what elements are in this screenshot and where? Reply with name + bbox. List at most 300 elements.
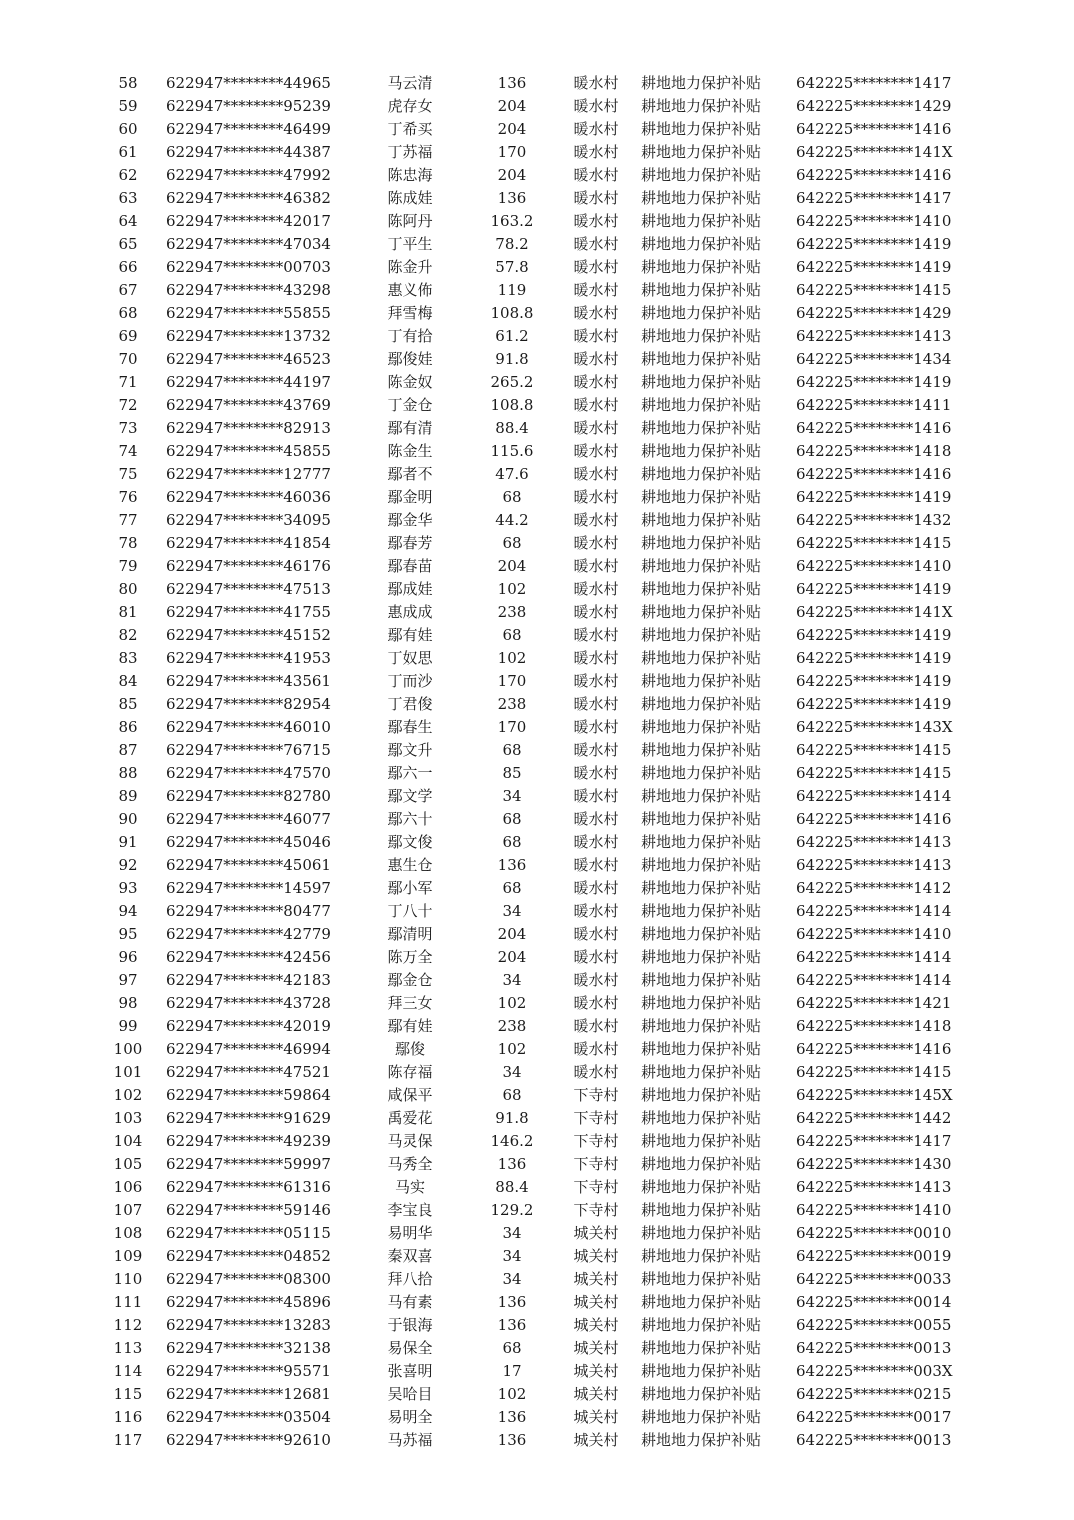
subsidy-amount: 129.2 bbox=[490, 1201, 534, 1219]
row-number: 93 bbox=[118, 879, 138, 897]
bank-account: 622947********42017 bbox=[166, 212, 331, 230]
subsidy-amount: 102 bbox=[497, 580, 527, 598]
row-number: 82 bbox=[118, 626, 138, 644]
bank-account: 622947********45896 bbox=[166, 1293, 331, 1311]
bank-account: 622947********14597 bbox=[166, 879, 331, 897]
village-name: 暖水村 bbox=[573, 925, 619, 943]
id-number: 642225********1410 bbox=[796, 557, 952, 575]
table-row bbox=[0, 187, 1074, 210]
subsidy-type: 耕地地力保护补贴 bbox=[641, 1431, 762, 1449]
recipient-name: 丁希买 bbox=[387, 120, 433, 138]
village-name: 城关村 bbox=[573, 1270, 619, 1288]
recipient-name: 鄢六一 bbox=[387, 764, 433, 782]
bank-account: 622947********46176 bbox=[166, 557, 331, 575]
row-number: 96 bbox=[118, 948, 138, 966]
subsidy-amount: 34 bbox=[502, 1247, 522, 1265]
table-row bbox=[0, 348, 1074, 371]
id-number: 642225********1413 bbox=[796, 1178, 952, 1196]
subsidy-amount: 204 bbox=[497, 120, 527, 138]
subsidy-type: 耕地地力保护补贴 bbox=[641, 442, 762, 460]
table-row bbox=[0, 877, 1074, 900]
bank-account: 622947********76715 bbox=[166, 741, 331, 759]
row-number: 66 bbox=[118, 258, 138, 276]
subsidy-type: 耕地地力保护补贴 bbox=[641, 1339, 762, 1357]
table-row bbox=[0, 1383, 1074, 1406]
id-number: 642225********0055 bbox=[796, 1316, 952, 1334]
recipient-name: 丁八十 bbox=[387, 902, 433, 920]
subsidy-type: 耕地地力保护补贴 bbox=[641, 97, 762, 115]
subsidy-type: 耕地地力保护补贴 bbox=[641, 810, 762, 828]
subsidy-type: 耕地地力保护补贴 bbox=[641, 764, 762, 782]
subsidy-amount: 68 bbox=[502, 741, 522, 759]
village-name: 暖水村 bbox=[573, 902, 619, 920]
id-number: 642225********0033 bbox=[796, 1270, 952, 1288]
row-number: 69 bbox=[118, 327, 138, 345]
recipient-name: 拜雪梅 bbox=[387, 304, 433, 322]
id-number: 642225********1416 bbox=[796, 810, 952, 828]
bank-account: 622947********13732 bbox=[166, 327, 331, 345]
id-number: 642225********1430 bbox=[796, 1155, 952, 1173]
table-row bbox=[0, 1130, 1074, 1153]
subsidy-type: 耕地地力保护补贴 bbox=[641, 281, 762, 299]
recipient-name: 咸保平 bbox=[387, 1086, 433, 1104]
bank-account: 622947********43728 bbox=[166, 994, 331, 1012]
village-name: 下寺村 bbox=[573, 1086, 619, 1104]
subsidy-amount: 136 bbox=[497, 1316, 527, 1334]
subsidy-amount: 85 bbox=[502, 764, 522, 782]
id-number: 642225********1429 bbox=[796, 97, 952, 115]
subsidy-type: 耕地地力保护补贴 bbox=[641, 120, 762, 138]
table-row bbox=[0, 1360, 1074, 1383]
subsidy-type: 耕地地力保护补贴 bbox=[641, 419, 762, 437]
table-row bbox=[0, 1015, 1074, 1038]
recipient-name: 鄢成娃 bbox=[387, 580, 433, 598]
row-number: 86 bbox=[118, 718, 138, 736]
bank-account: 622947********46010 bbox=[166, 718, 331, 736]
table-row bbox=[0, 1406, 1074, 1429]
village-name: 暖水村 bbox=[573, 856, 619, 874]
village-name: 城关村 bbox=[573, 1247, 619, 1265]
village-name: 城关村 bbox=[573, 1316, 619, 1334]
row-number: 90 bbox=[118, 810, 138, 828]
bank-account: 622947********45046 bbox=[166, 833, 331, 851]
table-row bbox=[0, 1084, 1074, 1107]
row-number: 116 bbox=[113, 1408, 143, 1426]
subsidy-amount: 57.8 bbox=[495, 258, 529, 276]
village-name: 暖水村 bbox=[573, 948, 619, 966]
bank-account: 622947********13283 bbox=[166, 1316, 331, 1334]
id-number: 642225********141X bbox=[796, 603, 953, 621]
table-row bbox=[0, 532, 1074, 555]
village-name: 城关村 bbox=[573, 1408, 619, 1426]
id-number: 642225********1442 bbox=[796, 1109, 952, 1127]
recipient-name: 虎存女 bbox=[387, 97, 433, 115]
table-row bbox=[0, 969, 1074, 992]
table-row bbox=[0, 555, 1074, 578]
subsidy-amount: 204 bbox=[497, 97, 527, 115]
subsidy-type: 耕地地力保护补贴 bbox=[641, 166, 762, 184]
village-name: 暖水村 bbox=[573, 419, 619, 437]
recipient-name: 鄢俊 bbox=[394, 1040, 425, 1058]
row-number: 110 bbox=[113, 1270, 143, 1288]
recipient-name: 陈金生 bbox=[387, 442, 433, 460]
subsidy-amount: 102 bbox=[497, 649, 527, 667]
row-number: 115 bbox=[113, 1385, 143, 1403]
village-name: 暖水村 bbox=[573, 971, 619, 989]
table-row bbox=[0, 233, 1074, 256]
recipient-name: 拜三女 bbox=[387, 994, 433, 1012]
id-number: 642225********1419 bbox=[796, 258, 952, 276]
village-name: 暖水村 bbox=[573, 994, 619, 1012]
subsidy-type: 耕地地力保护补贴 bbox=[641, 396, 762, 414]
village-name: 暖水村 bbox=[573, 649, 619, 667]
recipient-name: 拜八拾 bbox=[387, 1270, 433, 1288]
id-number: 642225********1416 bbox=[796, 465, 952, 483]
recipient-name: 张喜明 bbox=[387, 1362, 433, 1380]
table-row bbox=[0, 1038, 1074, 1061]
village-name: 暖水村 bbox=[573, 718, 619, 736]
id-number: 642225********1419 bbox=[796, 626, 952, 644]
bank-account: 622947********12777 bbox=[166, 465, 331, 483]
row-number: 91 bbox=[118, 833, 138, 851]
row-number: 106 bbox=[113, 1178, 143, 1196]
recipient-name: 惠生仓 bbox=[387, 856, 433, 874]
subsidy-type: 耕地地力保护补贴 bbox=[641, 833, 762, 851]
subsidy-table bbox=[0, 72, 1074, 1452]
row-number: 114 bbox=[113, 1362, 143, 1380]
subsidy-type: 耕地地力保护补贴 bbox=[641, 856, 762, 874]
subsidy-type: 耕地地力保护补贴 bbox=[641, 971, 762, 989]
row-number: 75 bbox=[118, 465, 138, 483]
subsidy-type: 耕地地力保护补贴 bbox=[641, 1385, 762, 1403]
recipient-name: 于银海 bbox=[387, 1316, 433, 1334]
subsidy-type: 耕地地力保护补贴 bbox=[641, 626, 762, 644]
village-name: 城关村 bbox=[573, 1224, 619, 1242]
id-number: 642225********1429 bbox=[796, 304, 952, 322]
id-number: 642225********1416 bbox=[796, 120, 952, 138]
row-number: 94 bbox=[118, 902, 138, 920]
subsidy-type: 耕地地力保护补贴 bbox=[641, 212, 762, 230]
row-number: 88 bbox=[118, 764, 138, 782]
id-number: 642225********1434 bbox=[796, 350, 952, 368]
subsidy-amount: 170 bbox=[497, 143, 527, 161]
table-row bbox=[0, 601, 1074, 624]
subsidy-amount: 119 bbox=[497, 281, 527, 299]
recipient-name: 惠成成 bbox=[387, 603, 433, 621]
id-number: 642225********1414 bbox=[796, 948, 952, 966]
id-number: 642225********003X bbox=[796, 1362, 953, 1380]
bank-account: 622947********46036 bbox=[166, 488, 331, 506]
table-row bbox=[0, 72, 1074, 95]
bank-account: 622947********59864 bbox=[166, 1086, 331, 1104]
subsidy-amount: 78.2 bbox=[495, 235, 529, 253]
row-number: 71 bbox=[118, 373, 138, 391]
recipient-name: 鄢金华 bbox=[387, 511, 433, 529]
row-number: 99 bbox=[118, 1017, 138, 1035]
table-row bbox=[0, 1337, 1074, 1360]
table-row bbox=[0, 210, 1074, 233]
recipient-name: 丁金仓 bbox=[387, 396, 433, 414]
subsidy-type: 耕地地力保护补贴 bbox=[641, 143, 762, 161]
id-number: 642225********1415 bbox=[796, 534, 952, 552]
bank-account: 622947********80477 bbox=[166, 902, 331, 920]
subsidy-amount: 146.2 bbox=[490, 1132, 534, 1150]
bank-account: 622947********03504 bbox=[166, 1408, 331, 1426]
bank-account: 622947********61316 bbox=[166, 1178, 331, 1196]
subsidy-amount: 265.2 bbox=[490, 373, 534, 391]
village-name: 城关村 bbox=[573, 1339, 619, 1357]
village-name: 暖水村 bbox=[573, 488, 619, 506]
subsidy-amount: 136 bbox=[497, 1408, 527, 1426]
row-number: 89 bbox=[118, 787, 138, 805]
recipient-name: 丁有拾 bbox=[387, 327, 433, 345]
subsidy-amount: 238 bbox=[497, 603, 527, 621]
row-number: 76 bbox=[118, 488, 138, 506]
subsidy-amount: 34 bbox=[502, 971, 522, 989]
village-name: 暖水村 bbox=[573, 258, 619, 276]
recipient-name: 陈成娃 bbox=[387, 189, 433, 207]
subsidy-type: 耕地地力保护补贴 bbox=[641, 948, 762, 966]
bank-account: 622947********46077 bbox=[166, 810, 331, 828]
subsidy-amount: 136 bbox=[497, 856, 527, 874]
row-number: 84 bbox=[118, 672, 138, 690]
subsidy-type: 耕地地力保护补贴 bbox=[641, 787, 762, 805]
id-number: 642225********1419 bbox=[796, 235, 952, 253]
bank-account: 622947********46382 bbox=[166, 189, 331, 207]
recipient-name: 马秀全 bbox=[387, 1155, 433, 1173]
village-name: 暖水村 bbox=[573, 1040, 619, 1058]
row-number: 97 bbox=[118, 971, 138, 989]
bank-account: 622947********91629 bbox=[166, 1109, 331, 1127]
subsidy-amount: 108.8 bbox=[490, 396, 534, 414]
village-name: 暖水村 bbox=[573, 235, 619, 253]
village-name: 暖水村 bbox=[573, 741, 619, 759]
bank-account: 622947********47513 bbox=[166, 580, 331, 598]
village-name: 暖水村 bbox=[573, 465, 619, 483]
row-number: 107 bbox=[113, 1201, 143, 1219]
bank-account: 622947********43298 bbox=[166, 281, 331, 299]
table-row bbox=[0, 1199, 1074, 1222]
subsidy-type: 耕地地力保护补贴 bbox=[641, 304, 762, 322]
subsidy-type: 耕地地力保护补贴 bbox=[641, 465, 762, 483]
village-name: 下寺村 bbox=[573, 1132, 619, 1150]
row-number: 59 bbox=[118, 97, 138, 115]
row-number: 70 bbox=[118, 350, 138, 368]
table-row bbox=[0, 1291, 1074, 1314]
subsidy-type: 耕地地力保护补贴 bbox=[641, 327, 762, 345]
bank-account: 622947********59146 bbox=[166, 1201, 331, 1219]
row-number: 74 bbox=[118, 442, 138, 460]
subsidy-type: 耕地地力保护补贴 bbox=[641, 1293, 762, 1311]
subsidy-type: 耕地地力保护补贴 bbox=[641, 1201, 762, 1219]
village-name: 暖水村 bbox=[573, 166, 619, 184]
subsidy-amount: 61.2 bbox=[495, 327, 529, 345]
subsidy-type: 耕地地力保护补贴 bbox=[641, 1109, 762, 1127]
bank-account: 622947********47992 bbox=[166, 166, 331, 184]
row-number: 62 bbox=[118, 166, 138, 184]
subsidy-type: 耕地地力保护补贴 bbox=[641, 1040, 762, 1058]
subsidy-amount: 68 bbox=[502, 810, 522, 828]
row-number: 85 bbox=[118, 695, 138, 713]
subsidy-amount: 136 bbox=[497, 1155, 527, 1173]
row-number: 92 bbox=[118, 856, 138, 874]
subsidy-type: 耕地地力保护补贴 bbox=[641, 879, 762, 897]
table-row bbox=[0, 923, 1074, 946]
id-number: 642225********1415 bbox=[796, 741, 952, 759]
recipient-name: 马有素 bbox=[387, 1293, 433, 1311]
row-number: 61 bbox=[118, 143, 138, 161]
subsidy-amount: 68 bbox=[502, 879, 522, 897]
id-number: 642225********1415 bbox=[796, 1063, 952, 1081]
row-number: 60 bbox=[118, 120, 138, 138]
recipient-name: 鄢有娃 bbox=[387, 1017, 433, 1035]
recipient-name: 鄢俊娃 bbox=[387, 350, 433, 368]
village-name: 暖水村 bbox=[573, 396, 619, 414]
subsidy-amount: 91.8 bbox=[495, 1109, 529, 1127]
bank-account: 622947********12681 bbox=[166, 1385, 331, 1403]
id-number: 642225********1413 bbox=[796, 856, 952, 874]
row-number: 80 bbox=[118, 580, 138, 598]
id-number: 642225********0017 bbox=[796, 1408, 952, 1426]
table-row bbox=[0, 325, 1074, 348]
subsidy-amount: 34 bbox=[502, 1270, 522, 1288]
recipient-name: 丁平生 bbox=[387, 235, 433, 253]
row-number: 83 bbox=[118, 649, 138, 667]
recipient-name: 陈万全 bbox=[387, 948, 433, 966]
subsidy-type: 耕地地力保护补贴 bbox=[641, 1086, 762, 1104]
table-row bbox=[0, 578, 1074, 601]
subsidy-amount: 34 bbox=[502, 787, 522, 805]
village-name: 城关村 bbox=[573, 1385, 619, 1403]
table-row bbox=[0, 141, 1074, 164]
subsidy-amount: 102 bbox=[497, 994, 527, 1012]
subsidy-type: 耕地地力保护补贴 bbox=[641, 649, 762, 667]
row-number: 112 bbox=[113, 1316, 143, 1334]
recipient-name: 李宝良 bbox=[387, 1201, 433, 1219]
table-row bbox=[0, 417, 1074, 440]
subsidy-type: 耕地地力保护补贴 bbox=[641, 1224, 762, 1242]
bank-account: 622947********95239 bbox=[166, 97, 331, 115]
table-row bbox=[0, 1245, 1074, 1268]
subsidy-amount: 163.2 bbox=[490, 212, 534, 230]
id-number: 642225********1410 bbox=[796, 212, 952, 230]
table-row bbox=[0, 394, 1074, 417]
id-number: 642225********145X bbox=[796, 1086, 953, 1104]
row-number: 98 bbox=[118, 994, 138, 1012]
subsidy-amount: 170 bbox=[497, 718, 527, 736]
subsidy-type: 耕地地力保护补贴 bbox=[641, 350, 762, 368]
recipient-name: 易明华 bbox=[387, 1224, 433, 1242]
recipient-name: 鄢文俊 bbox=[387, 833, 433, 851]
subsidy-type: 耕地地力保护补贴 bbox=[641, 511, 762, 529]
table-row bbox=[0, 302, 1074, 325]
id-number: 642225********0019 bbox=[796, 1247, 952, 1265]
village-name: 暖水村 bbox=[573, 580, 619, 598]
id-number: 642225********1418 bbox=[796, 442, 952, 460]
bank-account: 622947********46994 bbox=[166, 1040, 331, 1058]
table-row bbox=[0, 762, 1074, 785]
id-number: 642225********1414 bbox=[796, 902, 952, 920]
subsidy-amount: 91.8 bbox=[495, 350, 529, 368]
recipient-name: 陈存福 bbox=[387, 1063, 433, 1081]
bank-account: 622947********95571 bbox=[166, 1362, 331, 1380]
village-name: 暖水村 bbox=[573, 212, 619, 230]
bank-account: 622947********43769 bbox=[166, 396, 331, 414]
subsidy-amount: 204 bbox=[497, 925, 527, 943]
bank-account: 622947********82780 bbox=[166, 787, 331, 805]
id-number: 642225********1410 bbox=[796, 1201, 952, 1219]
table-row bbox=[0, 854, 1074, 877]
recipient-name: 鄢文升 bbox=[387, 741, 433, 759]
village-name: 暖水村 bbox=[573, 695, 619, 713]
subsidy-type: 耕地地力保护补贴 bbox=[641, 1155, 762, 1173]
id-number: 642225********1419 bbox=[796, 649, 952, 667]
bank-account: 622947********45152 bbox=[166, 626, 331, 644]
table-row bbox=[0, 1107, 1074, 1130]
village-name: 暖水村 bbox=[573, 1017, 619, 1035]
subsidy-amount: 204 bbox=[497, 948, 527, 966]
village-name: 暖水村 bbox=[573, 97, 619, 115]
row-number: 117 bbox=[113, 1431, 143, 1449]
subsidy-amount: 115.6 bbox=[490, 442, 534, 460]
subsidy-amount: 136 bbox=[497, 1293, 527, 1311]
bank-account: 622947********43561 bbox=[166, 672, 331, 690]
id-number: 642225********1415 bbox=[796, 764, 952, 782]
subsidy-amount: 68 bbox=[502, 534, 522, 552]
row-number: 65 bbox=[118, 235, 138, 253]
bank-account: 622947********44965 bbox=[166, 74, 331, 92]
subsidy-amount: 34 bbox=[502, 1063, 522, 1081]
village-name: 暖水村 bbox=[573, 1063, 619, 1081]
recipient-name: 陈忠海 bbox=[387, 166, 433, 184]
village-name: 暖水村 bbox=[573, 304, 619, 322]
row-number: 72 bbox=[118, 396, 138, 414]
bank-account: 622947********05115 bbox=[166, 1224, 331, 1242]
subsidy-type: 耕地地力保护补贴 bbox=[641, 258, 762, 276]
subsidy-amount: 238 bbox=[497, 1017, 527, 1035]
table-row bbox=[0, 808, 1074, 831]
subsidy-type: 耕地地力保护补贴 bbox=[641, 1247, 762, 1265]
id-number: 642225********0215 bbox=[796, 1385, 952, 1403]
bank-account: 622947********45061 bbox=[166, 856, 331, 874]
subsidy-type: 耕地地力保护补贴 bbox=[641, 74, 762, 92]
subsidy-type: 耕地地力保护补贴 bbox=[641, 1178, 762, 1196]
village-name: 暖水村 bbox=[573, 787, 619, 805]
village-name: 暖水村 bbox=[573, 626, 619, 644]
bank-account: 622947********59997 bbox=[166, 1155, 331, 1173]
subsidy-type: 耕地地力保护补贴 bbox=[641, 695, 762, 713]
id-number: 642225********1413 bbox=[796, 327, 952, 345]
subsidy-type: 耕地地力保护补贴 bbox=[641, 534, 762, 552]
row-number: 95 bbox=[118, 925, 138, 943]
subsidy-amount: 68 bbox=[502, 488, 522, 506]
subsidy-amount: 88.4 bbox=[495, 419, 529, 437]
recipient-name: 惠义佈 bbox=[387, 281, 433, 299]
row-number: 81 bbox=[118, 603, 138, 621]
row-number: 103 bbox=[113, 1109, 143, 1127]
village-name: 下寺村 bbox=[573, 1201, 619, 1219]
subsidy-type: 耕地地力保护补贴 bbox=[641, 1316, 762, 1334]
subsidy-type: 耕地地力保护补贴 bbox=[641, 1362, 762, 1380]
bank-account: 622947********82913 bbox=[166, 419, 331, 437]
bank-account: 622947********44387 bbox=[166, 143, 331, 161]
table-row bbox=[0, 371, 1074, 394]
subsidy-type: 耕地地力保护补贴 bbox=[641, 994, 762, 1012]
subsidy-amount: 204 bbox=[497, 557, 527, 575]
bank-account: 622947********49239 bbox=[166, 1132, 331, 1150]
table-row bbox=[0, 256, 1074, 279]
village-name: 暖水村 bbox=[573, 764, 619, 782]
